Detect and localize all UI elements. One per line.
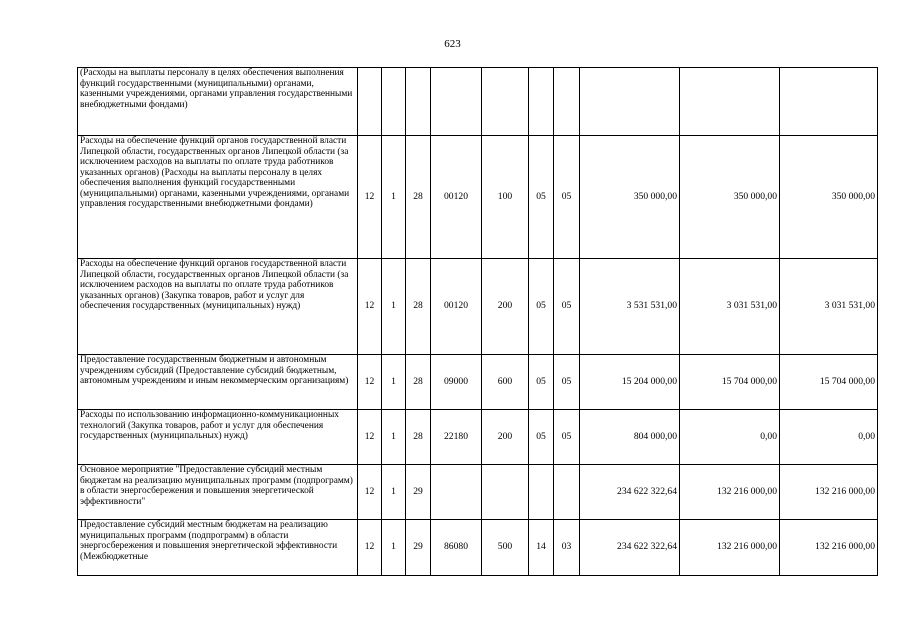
cell-code-1: 12 [358,410,382,465]
cell-amount-3: 0,00 [780,410,878,465]
cell-code-3 [406,68,431,136]
cell-code-6: 14 [529,520,554,576]
cell-code-1: 12 [358,355,382,410]
cell-code-4 [431,68,482,136]
cell-code-6: 05 [529,136,554,259]
cell-amount-3: 350 000,00 [780,136,878,259]
row-description: (Расходы на выплаты персоналу в целях обеспечения выполнения функций государственными (муниципальными) органами, казенными учреждениями, органами управления государственными внебюджетными фондами) [78,68,358,136]
cell-code-7: 05 [554,259,580,355]
row-description: Расходы по использованию информационно-коммуникационных технологий (Закупка товаров, работ и услуг для обеспечения государственных (муниципальных) нужд) [78,410,358,465]
cell-code-5: 200 [482,410,529,465]
cell-amount-2: 132 216 000,00 [680,520,780,576]
cell-code-1: 12 [358,520,382,576]
cell-code-1 [358,68,382,136]
cell-amount-1: 234 622 322,64 [580,520,680,576]
cell-amount-3: 3 031 531,00 [780,259,878,355]
cell-code-4: 22180 [431,410,482,465]
cell-amount-1: 804 000,00 [580,410,680,465]
cell-code-6: 05 [529,410,554,465]
page-number: 623 [444,38,461,50]
row-description: Основное мероприятие "Предоставление субсидий местным бюджетам на реализацию муниципальных программ (подпрограмм) в области энергосбережения и повышения энергетической эффективности" [78,465,358,520]
cell-amount-3: 132 216 000,00 [780,465,878,520]
cell-code-3: 29 [406,465,431,520]
cell-code-2: 1 [382,136,406,259]
cell-code-7: 05 [554,355,580,410]
cell-code-5 [482,465,529,520]
cell-code-7: 03 [554,520,580,576]
cell-code-3: 28 [406,136,431,259]
cell-code-3: 28 [406,410,431,465]
cell-code-2: 1 [382,355,406,410]
cell-code-4: 86080 [431,520,482,576]
cell-amount-2 [680,68,780,136]
cell-amount-2: 3 031 531,00 [680,259,780,355]
cell-code-1: 12 [358,136,382,259]
cell-code-7 [554,68,580,136]
cell-amount-2: 15 704 000,00 [680,355,780,410]
table-row [78,68,878,136]
cell-amount-1: 350 000,00 [580,136,680,259]
cell-code-6 [529,465,554,520]
cell-code-2: 1 [382,259,406,355]
cell-code-5: 200 [482,259,529,355]
cell-code-5 [482,68,529,136]
cell-amount-1: 234 622 322,64 [580,465,680,520]
cell-code-4: 00120 [431,136,482,259]
cell-code-1: 12 [358,465,382,520]
cell-code-6: 05 [529,259,554,355]
cell-amount-3: 132 216 000,00 [780,520,878,576]
table-row [78,520,878,576]
cell-code-2: 1 [382,520,406,576]
cell-code-7: 05 [554,136,580,259]
cell-code-3: 28 [406,259,431,355]
cell-amount-2: 132 216 000,00 [680,465,780,520]
row-description: Предоставление государственным бюджетным и автономным учреждениям субсидий (Предоставление субсидий бюджетным, автономным учреждениям и иным некоммерческим организациям) [78,355,358,410]
row-description: Расходы на обеспечение функций органов государственной власти Липецкой области, государственных органов Липецкой области (за исключением расходов на выплаты по оплате труда работников указанных органов) (Расходы на выплаты персоналу в целях обеспечения выполнения функций государственными (муниципальными) органами, казенными учреждениями, органами управления государственными внебюджетными фондами) [78,136,358,259]
cell-code-4: 00120 [431,259,482,355]
budget-table [77,67,878,576]
row-description: Расходы на обеспечение функций органов государственной власти Липецкой области, государственных органов Липецкой области (за исключением расходов на выплаты по оплате труда работников указанных органов) (Закупка товаров, работ и услуг для обеспечения государственных (муниципальных) нужд) [78,259,358,355]
cell-amount-3 [780,68,878,136]
cell-code-2: 1 [382,410,406,465]
row-description: Предоставление субсидий местным бюджетам на реализацию муниципальных программ (подпрограмм) в области энергосбережения и повышения энергетической эффективности (Межбюджетные [78,520,358,576]
cell-amount-2: 350 000,00 [680,136,780,259]
cell-amount-1 [580,68,680,136]
cell-code-6: 05 [529,355,554,410]
cell-code-3: 28 [406,355,431,410]
table-row [78,136,878,259]
cell-code-3: 29 [406,520,431,576]
cell-code-6 [529,68,554,136]
cell-code-4 [431,465,482,520]
cell-code-7: 05 [554,410,580,465]
table-row [78,259,878,355]
table-row [78,410,878,465]
cell-amount-1: 3 531 531,00 [580,259,680,355]
cell-code-2: 1 [382,465,406,520]
table-row [78,465,878,520]
cell-amount-1: 15 204 000,00 [580,355,680,410]
cell-code-7 [554,465,580,520]
cell-code-1: 12 [358,259,382,355]
table-row [78,355,878,410]
cell-code-5: 100 [482,136,529,259]
cell-amount-2: 0,00 [680,410,780,465]
cell-code-5: 600 [482,355,529,410]
cell-code-4: 09000 [431,355,482,410]
cell-amount-3: 15 704 000,00 [780,355,878,410]
cell-code-2 [382,68,406,136]
cell-code-5: 500 [482,520,529,576]
